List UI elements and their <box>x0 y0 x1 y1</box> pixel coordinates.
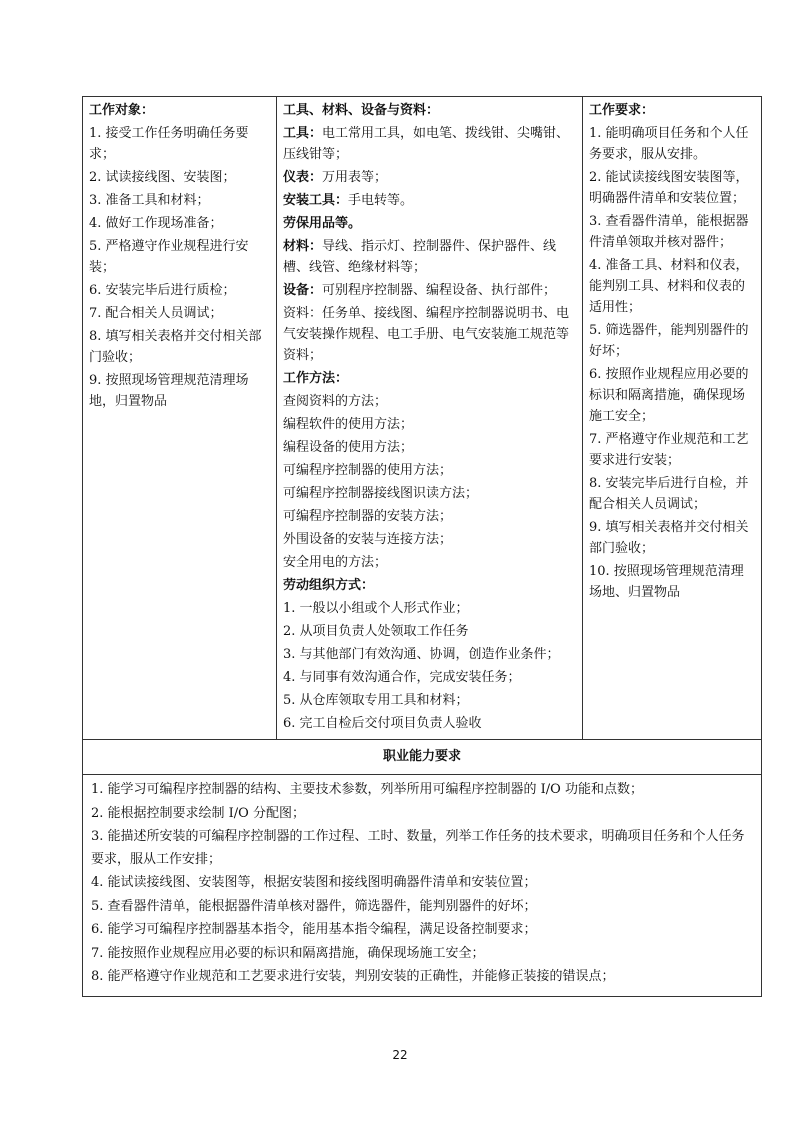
work-object-item: 2. 试读接线图、安装图； <box>89 170 236 185</box>
tools-line-text: 万用表等； <box>322 170 388 185</box>
method-item: 外围设备的安装与连接方法； <box>283 532 453 547</box>
ability-item: 4. 能试读接线图、安装图等，根据安装图和接线图明确器件清单和安装位置； <box>91 875 537 890</box>
ability-item: 1. 能学习可编程序控制器的结构、主要技术参数，列举所用可编程序控制器的 I/O 功能和点数； <box>91 782 643 797</box>
work-object-item: 5. 严格遵守作业规程进行安装； <box>89 239 249 275</box>
ability-item: 2. 能根据控制要求绘制 I/O 分配图； <box>91 805 305 821</box>
ability-item: 7. 能按照作业规程应用必要的标识和隔离措施，确保现场施工安全； <box>91 945 485 961</box>
work-object-item: 1. 接受工作任务明确任务要求； <box>89 126 249 162</box>
document-table-wrapper <box>82 96 761 997</box>
requirement-item: 1. 能明确项目任务和个人任务要求，服从安排。 <box>589 126 749 162</box>
tools-line-text: 可别程序控制器、编程设备、执行部件； <box>322 283 557 298</box>
tools-line-text: 手电转等。 <box>348 193 414 208</box>
ability-cell <box>83 775 762 997</box>
work-object-item: 6. 安装完毕后进行质检； <box>89 283 236 298</box>
organization-item: 6. 完工自检后交付项目负责人验收 <box>283 716 482 731</box>
requirement-item: 6. 按照作业规程应用必要的标识和隔离措施，确保现场施工安全； <box>589 367 749 424</box>
tools-line <box>283 303 576 366</box>
tools-line <box>283 123 576 165</box>
method-item: 安全用电的方法； <box>283 555 388 570</box>
method-item: 可编程序控制器的使用方法； <box>283 463 453 478</box>
tools-line-text: 导线、指示灯、控制器件、保护器件、线槽、线管、绝缘材料等； <box>283 239 557 275</box>
tools-line-label: 劳保用品等。 <box>283 216 362 231</box>
tools-line <box>283 190 576 211</box>
requirement-item: 5. 筛选器件，能判别器件的好坏； <box>589 323 749 359</box>
requirement-item: 10. 按照现场管理规范清理场地、归置物品 <box>589 564 744 600</box>
ability-header-row <box>83 740 762 775</box>
work-object-item: 3. 准备工具和材料； <box>89 193 210 208</box>
method-item: 可编程序控制器接线图识读方法； <box>283 486 479 501</box>
method-item: 编程软件的使用方法； <box>283 417 414 432</box>
requirements-title: 工作要求： <box>589 103 655 118</box>
ability-item: 6. 能学习可编程序控制器基本指令，能用基本指令编程，满足设备控制要求； <box>91 922 537 937</box>
work-task-table <box>82 96 762 997</box>
tools-line-text: 资料：任务单、接线图、编程序控制器说明书、电气安装操作规程、电工手册、电气安装施工规范等资料； <box>283 306 570 363</box>
organization-item: 4. 与同事有效沟通合作，完成安装任务； <box>283 670 521 685</box>
organization-item: 2. 从项目负责人处领取工作任务 <box>283 624 469 639</box>
tools-cell <box>277 97 583 740</box>
tools-line-label: 设备： <box>283 283 323 298</box>
requirement-item: 8. 安装完毕后进行自检，并配合相关人员调试； <box>589 476 749 512</box>
organization-list <box>283 598 576 734</box>
method-item: 可编程序控制器的安装方法； <box>283 509 453 524</box>
method-item: 编程设备的使用方法； <box>283 440 414 455</box>
ability-item: 8. 能严格遵守作业规范和工艺要求进行安装，判别安装的正确性，并能修正装接的错误点； <box>91 969 615 984</box>
organization-title: 劳动组织方式： <box>283 578 375 593</box>
ability-list <box>91 779 753 989</box>
methods-list <box>283 391 576 573</box>
requirements-list <box>589 123 755 603</box>
work-objects-title: 工作对象： <box>89 103 155 118</box>
organization-item: 5. 从仓库领取专用工具和材料； <box>283 693 469 708</box>
organization-item: 3. 与其他部门有效沟通、协调，创造作业条件； <box>283 647 560 662</box>
requirement-item: 9. 填写相关表格并交付相关部门验收； <box>589 520 749 556</box>
tools-line <box>283 280 576 301</box>
tools-line-label: 工具： <box>283 126 323 141</box>
ability-item: 5. 查看器件清单，能根据器件清单核对器件，筛选器件，能判别器件的好坏； <box>91 898 537 914</box>
tools-line-label: 安装工具： <box>283 193 349 208</box>
tools-line-text: 电工常用工具，如电笔、拨线钳、尖嘴钳、压线钳等； <box>283 126 570 162</box>
methods-title: 工作方法： <box>283 371 349 386</box>
work-objects-cell <box>83 97 277 740</box>
work-object-item: 4. 做好工作现场准备； <box>89 216 223 231</box>
tools-title: 工具、材料、设备与资料： <box>283 103 440 118</box>
task-detail-row <box>83 97 762 740</box>
ability-section-title: 职业能力要求 <box>83 740 762 775</box>
tools-line-label: 材料： <box>283 239 323 254</box>
tools-line-label: 仪表： <box>283 170 323 185</box>
tools-line <box>283 213 576 234</box>
tools-line <box>283 167 576 188</box>
requirement-item: 2. 能试读接线图安装图等，明确器件清单和安装位置； <box>589 170 749 206</box>
requirements-cell <box>583 97 762 740</box>
ability-content-row <box>83 775 762 997</box>
work-object-item: 8. 填写相关表格并交付相关部门验收； <box>89 329 262 365</box>
work-objects-list <box>89 123 270 412</box>
organization-item: 1. 一般以小组或个人形式作业； <box>283 601 469 616</box>
requirement-item: 3. 查看器件清单，能根据器件清单领取并核对器件； <box>589 214 749 250</box>
tools-line <box>283 236 576 278</box>
page-number: 22 <box>392 1048 408 1062</box>
requirement-item: 4. 准备工具、材料和仪表，能判别工具、材料和仪表的适用性； <box>589 258 749 315</box>
requirement-item: 7. 严格遵守作业规范和工艺要求进行安装； <box>589 432 749 468</box>
tools-list <box>283 123 576 366</box>
work-object-item: 9. 按照现场管理规范清理场地，归置物品 <box>89 373 249 409</box>
work-object-item: 7. 配合相关人员调试； <box>89 306 223 321</box>
method-item: 查阅资料的方法； <box>283 394 388 409</box>
ability-item: 3. 能描述所安装的可编程序控制器的工作过程、工时、数量，列举工作任务的技术要求，明确项目任务和个人任务要求，服从工作安排； <box>91 829 745 867</box>
